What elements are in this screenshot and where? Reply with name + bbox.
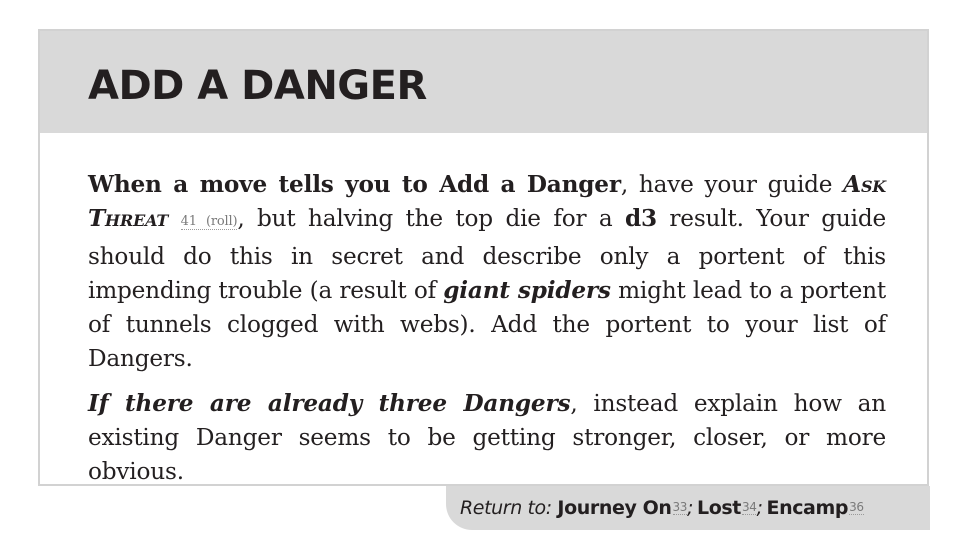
card-body bbox=[88, 168, 886, 489]
move-card bbox=[38, 29, 929, 486]
paragraph-text: , instead explain how an existing Danger seems to be getting stronger, closer, or more obvious. bbox=[88, 390, 886, 485]
trigger-lead: When a move tells you to Add a Danger bbox=[88, 171, 621, 198]
link-lost[interactable]: Lost bbox=[697, 497, 741, 519]
card-header bbox=[40, 31, 927, 133]
paragraph-text: , but halving the top die for a bbox=[237, 205, 625, 232]
return-to-label: Return to: bbox=[460, 497, 552, 519]
example-result: giant spiders bbox=[443, 277, 611, 304]
paragraph-condition bbox=[88, 387, 886, 489]
link-encamp[interactable]: Encamp bbox=[766, 497, 849, 519]
paragraph-trigger bbox=[88, 168, 886, 376]
paragraph-text: might lead to a portent of tunnels clogged with webs). Add the portent to your list of Dangers. bbox=[88, 277, 887, 372]
page-number[interactable]: 34 bbox=[741, 499, 757, 514]
paragraph-text: , have your guide bbox=[620, 171, 844, 198]
page-number[interactable]: 36 bbox=[849, 499, 864, 514]
return-to-footer bbox=[446, 486, 930, 530]
separator: ; bbox=[687, 497, 694, 519]
page-number[interactable]: 33 bbox=[672, 499, 688, 514]
paragraph-text: result. Your guide should do this in secret and describe only a portent of this impending trouble (a result of bbox=[88, 205, 886, 304]
page-reference[interactable]: 41 (roll) bbox=[180, 214, 238, 229]
link-journey-on[interactable]: Journey On bbox=[557, 497, 672, 519]
card-title: ADD A DANGER bbox=[88, 63, 427, 109]
move-reference-ask-threat[interactable]: Ask Threat bbox=[88, 171, 887, 232]
separator: ; bbox=[756, 497, 763, 519]
die-type: d3 bbox=[624, 205, 657, 232]
condition-lead: If there are already three Dangers bbox=[88, 390, 571, 417]
